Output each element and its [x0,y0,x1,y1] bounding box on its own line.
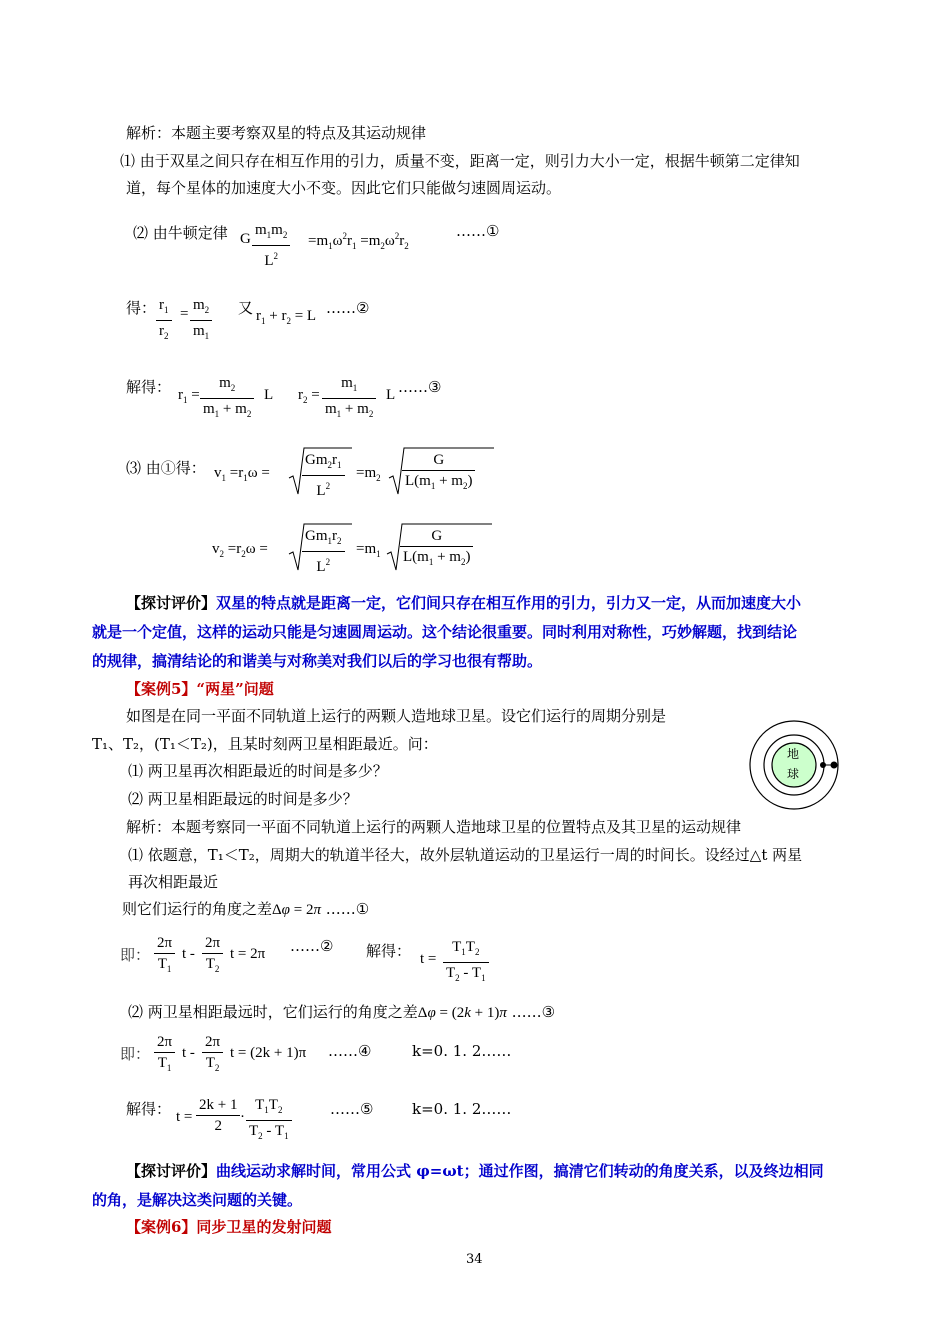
jiede-label: 解得： [126,1100,172,1118]
orbit-diagram [748,714,844,810]
earth-label-2: 球 [787,767,800,781]
case-5-intro-1: 如图是在同一平面不同轨道上运行的两颗人造地球卫星。设它们运行的周期分别是 [126,707,667,725]
case-5-question-2: ⑵ 两卫星相距最远的时间是多少？ [128,790,358,808]
review-tag: 【探讨评价】 [126,1162,217,1180]
review-text: 双星的特点就是距离一定，它们间只存在相互作用的引力，引力又一定，从而加速度大小 [216,594,802,612]
equation-marker: ……② [290,937,334,955]
you-label: 又 [238,299,254,317]
review-1-line-1 [126,592,801,614]
paragraph-1-line-1: ⑴ 由于双星之间只存在相互作用的引力，质量不变，距离一定，则引力大小一定，根据牛顿第二定律知 [120,152,800,170]
jiede-label: 解得： [366,942,412,960]
k-values: k=0. 1. 2…… [412,1100,512,1118]
case-5-intro-2: T₁、T₂，(T₁＜T₂)，且某时刻两卫星相距最近。问： [92,735,438,753]
answer-2-line: ⑵ 两卫星相距最远时，它们运行的角度之差Δφ = (2k + 1)π ……③ [128,1003,556,1021]
case-5-analysis: 解析：本题考察同一平面不同轨道上运行的两颗人造地球卫星的位置特点及其卫星的运动规律 [126,818,742,836]
paragraph-2-label: ⑵ 由牛顿定律 [133,224,228,242]
review-2-line-1 [126,1160,824,1182]
paragraph-3-label: 得： [126,299,157,317]
equation-marker: ……② [326,299,370,317]
equation-marker: ……① [456,222,500,240]
equation-marker: ……⑤ [330,1100,374,1118]
equation-marker: ……④ [328,1042,372,1060]
review-2-line-2: 的角，是解决这类问题的关键。 [92,1191,303,1209]
case-5-question-1: ⑴ 两卫星再次相距最近的时间是多少？ [128,762,388,780]
equation-marker: ……③ [511,1003,556,1021]
review-1-line-3: 的规律，搞清结论的和谐美与对称美对我们以后的学习也很有帮助。 [92,652,543,670]
paragraph-1-line-2: 道，每个星体的加速度大小不变。因此它们只能做匀速圆周运动。 [126,179,562,197]
review-1-line-2: 就是一个定值，这样的运动只能是匀速圆周运动。这个结论很重要。同时利用对称性，巧妙解题，找到结论 [92,623,798,641]
earth-label-1: 地 [787,747,800,761]
paragraph-4-label: 解得： [126,378,172,396]
review-text: 曲线运动求解时间，常用公式 φ=ωt；通过作图，搞清它们转动的角度关系，以及终边相同 [216,1162,824,1180]
equation-marker: ……③ [398,378,442,396]
ji-label: 即： [120,1045,151,1063]
answer-1-line-2: 再次相距最近 [128,873,219,891]
review-tag: 【探讨评价】 [126,594,217,612]
answer-1-line-3: 则它们运行的角度之差Δφ = 2π ……① [122,900,370,918]
answer-1-line-1: ⑴ 依题意，T₁＜T₂，周期大的轨道半径大，故外层轨道运动的卫星运行一周的时间长。设经过△t 两星 [128,846,803,864]
page-number: 34 [466,1252,483,1267]
k-values: k=0. 1. 2…… [412,1042,512,1060]
analysis-title: 解析：本题主要考察双星的特点及其运动规律 [126,124,427,142]
equation-marker: ……① [325,900,370,918]
ji-label: 即： [120,946,151,964]
case-5-title: 【案例5】“两星”问题 [126,680,274,698]
case-6-title: 【案例6】同步卫星的发射问题 [126,1218,332,1236]
paragraph-5-label: ⑶ 由①得： [126,459,206,477]
